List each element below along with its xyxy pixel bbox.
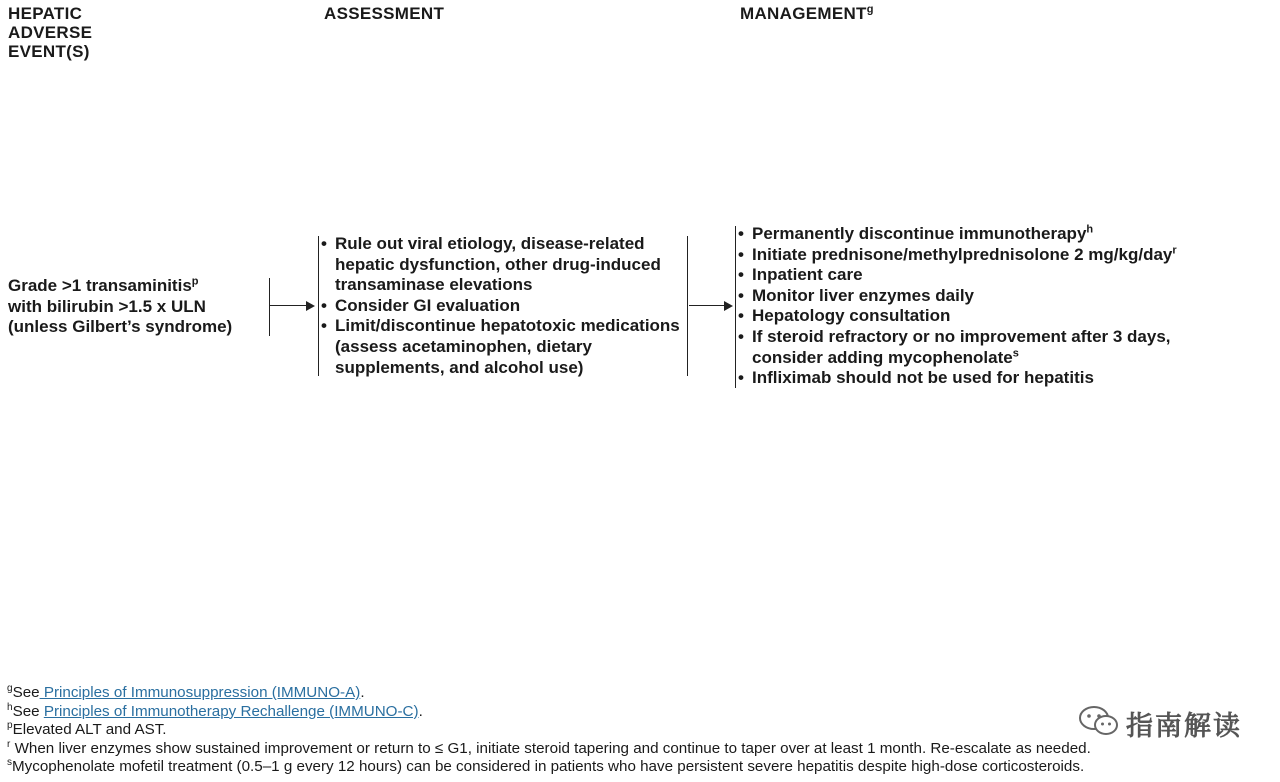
assessment-item: • Consider GI evaluation (320, 296, 690, 317)
arrow-assessment-to-management-head (724, 301, 733, 311)
event-cell (8, 276, 268, 338)
event-line-2: with bilirubin >1.5 x ULN (8, 296, 206, 316)
assessment-item: • Limit/discontinue hepatotoxic medications (assess acetaminophen, dietary supplements, and alcohol use) (320, 316, 690, 378)
assessment-bracket-left (318, 236, 319, 376)
wechat-icon (1078, 704, 1120, 743)
footnote-mark-p: p (191, 275, 199, 288)
event-line-1: Grade >1 transaminitis$^p$ (8, 275, 199, 295)
footnote-mark-g: g (866, 3, 874, 16)
assessment-item: • Rule out viral etiology, disease-related hepatic dysfunction, other drug-induced transaminase elevations (320, 234, 690, 296)
footnote-r: $^r$ When liver enzymes show sustained improvement or return to ≤ G1, initiate steroid tapering and continue to taper over at least 1 month. Re-escalate as needed. (7, 738, 1091, 757)
event-line-3: (unless Gilbert’s syndrome) (8, 317, 233, 337)
watermark-text: 指南解读 (1126, 711, 1242, 742)
footnote-mark-h: h (1086, 223, 1094, 236)
column-header-hepatic-adverse-events: HEPATIC ADVERSE EVENT(S) (8, 4, 93, 61)
management-cell (737, 224, 1257, 389)
footnote-mark-s: s (1012, 346, 1019, 359)
management-item: • Initiate prednisone/methylprednisolone 2 mg/kg/day$^r$ (737, 245, 1257, 266)
footnote-h: $^h$See Principles of Immunotherapy Rechallenge (IMMUNO-C). (7, 701, 423, 720)
arrow-assessment-to-management-line (689, 305, 725, 306)
footnote-p: $^p$Elevated ALT and AST. (7, 720, 167, 739)
management-item: • Infliximab should not be used for hepatitis (737, 368, 1257, 389)
link-principles-of-immunosuppression[interactable]: Principles of Immunosuppression (IMMUNO-A) (39, 684, 361, 701)
footnote-g: $^g$See Principles of Immunosuppression (IMMUNO-A). (7, 682, 365, 701)
watermark (1078, 704, 1242, 743)
column-header-assessment: ASSESSMENT (324, 4, 445, 23)
management-item: • If steroid refractory or no improvement after 3 days, consider adding mycophenolate$^s$ (737, 327, 1232, 368)
footnote-s: $^s$Mycophenolate mofetil treatment (0.5–1 g every 12 hours) can be considered in patients who have persistent severe hepatitis despite high-dose corticosteroids. (7, 757, 1085, 776)
assessment-list (320, 234, 690, 378)
assessment-cell (320, 234, 690, 378)
management-item: • Hepatology consultation (737, 306, 1257, 327)
event-bracket (269, 278, 270, 336)
management-item: • Inpatient care (737, 265, 1257, 286)
arrow-event-to-assessment-line (270, 305, 307, 306)
management-item: • Monitor liver enzymes daily (737, 286, 1257, 307)
arrow-event-to-assessment-head (306, 301, 315, 311)
link-principles-of-immunotherapy-rechallenge[interactable]: Principles of Immunotherapy Rechallenge (IMMUNO-C) (43, 702, 419, 720)
column-header-management: MANAGEMENT$^g$ (740, 3, 874, 23)
management-item: • Permanently discontinue immunotherapy$^h$ (737, 224, 1257, 245)
footnote-mark-r: r (1172, 243, 1177, 256)
management-list (737, 224, 1257, 389)
management-bracket-left (735, 226, 736, 388)
